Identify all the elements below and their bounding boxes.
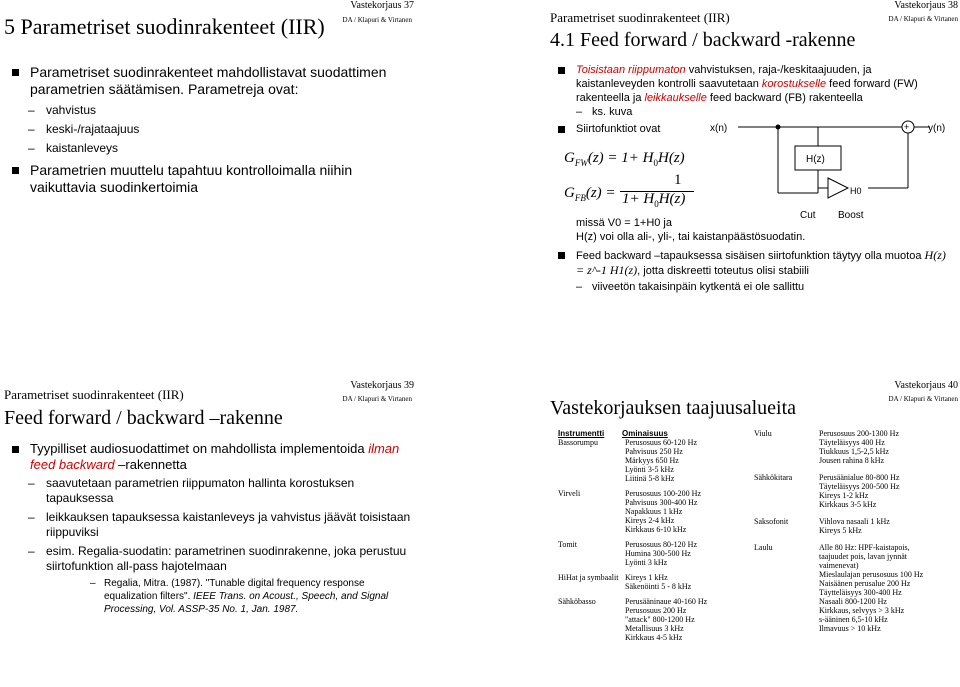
sub-text: esim. Regalia-suodatin: parametrinen suodinrakenne, joka perustuu siirtofunktion all-pass hajotelmaan xyxy=(46,544,407,573)
table-row xyxy=(754,543,926,633)
table-row xyxy=(754,473,926,509)
slide-37 xyxy=(0,0,480,343)
property-line: Säkenöinti 5 - 8 kHz xyxy=(625,582,692,591)
sub-text: kaistanleveys xyxy=(46,141,119,155)
property-line: Napakkuus 1 kHz xyxy=(625,507,683,516)
slide-40 xyxy=(480,343,960,686)
figure-label: H(z) xyxy=(806,154,825,165)
property-line: taajuudet pois, lavan jynnät xyxy=(819,552,907,561)
bullet-text: , jotta diskreetti toteutus olisi stabiili xyxy=(637,265,809,277)
property-line: Perusosuus 80-120 Hz xyxy=(625,540,697,549)
column-header: Instrumentti xyxy=(558,429,605,438)
property-cell xyxy=(819,473,926,509)
property-line: Täyteläisyys 400 Hz xyxy=(819,438,885,447)
block-diagram-figure xyxy=(708,118,958,228)
property-cell xyxy=(819,517,926,535)
bullet-item xyxy=(558,63,948,105)
author: DA / Klapuri & Virtanen xyxy=(342,395,412,403)
table-row xyxy=(558,489,710,534)
bullet-text: vahvistuksen, raja-/keskitaajuuden, ja kaistanleveyden kontrolli saavutetaan xyxy=(576,64,872,90)
bullet-item xyxy=(12,441,417,473)
bullet-text: Siirtofunktiot ovat xyxy=(576,123,661,135)
property-line: Perusosuus 200 Hz xyxy=(625,606,687,615)
property-line: Pahvisuus 300-400 Hz xyxy=(625,498,698,507)
instrument-name: Tomit xyxy=(558,540,577,549)
property-line: Alle 80 Hz: HPF-kaistapois, xyxy=(819,543,910,552)
page-number: Vastekorjaus 37 xyxy=(350,0,414,11)
bullet-text: Feed backward –tapauksessa sisäisen siirtofunktion täytyy olla muotoa xyxy=(576,250,922,262)
sub-item xyxy=(558,280,948,294)
instrument-name: Bassorumpu xyxy=(558,438,598,447)
sub-text: ks. kuva xyxy=(592,106,633,118)
sub-item xyxy=(12,510,417,540)
author: DA / Klapuri & Virtanen xyxy=(342,16,412,24)
slide-38: Vastekorjaus 38 DA / Klapuri & Virtanen Parametriset suodinrakenteet (IIR) 4.1 Feed forward / backward -rakenne Toisistaan riippumaton vahvistuksen, raja-/keskitaajuuden, ja kaistanleveyden kontrolli saavutetaan korostukselle feed forward (FW) rakenteella ja leikkaukselle feed backward (FB) rakenteella – ks. kuva Siirtofunktiot ovat $G_{FW}(z) = 1+ H_0H(z)$ $G_{FB}(z)$ = 1 $1+ H_0H(z)$ x(n) y(n) + H(z) H0 Cut Boost missä V0 = 1+H0 ja H(z) voi olla ali-, yli-, tai kaistanpäästösuodatin. Feed backward –tapauksessa sisäisen siirtofunktion täytyy olla muotoa H(z) = z^-1 H1(z), jotta diskreetti toteutus olisi stabiili – viiveetön takaisinpäin kytkentä ei ole sallittu xyxy=(550,0,958,293)
bullet-list xyxy=(12,64,412,196)
instrument-name: HiHat ja symbaalit xyxy=(558,573,619,582)
table-row xyxy=(754,517,926,535)
page-number: Vastekorjaus 39 xyxy=(350,380,414,391)
property-cell xyxy=(625,438,710,483)
dash-icon: – xyxy=(28,122,35,136)
table-row xyxy=(558,438,710,483)
property-cell xyxy=(625,573,710,591)
instrument-table-right xyxy=(754,429,926,641)
property-cell xyxy=(625,540,710,567)
sub-text: saavutetaan parametrien riippumaton hallinta korostuksen tapauksessa xyxy=(46,476,355,505)
property-line: Lyönti 3 kHz xyxy=(625,558,668,567)
property-line: vaimenevat) xyxy=(819,561,859,570)
dash-icon: – xyxy=(28,476,35,490)
property-line: Liitinä 5-8 kHz xyxy=(625,474,675,483)
property-line: Perusäänialue 80-800 Hz xyxy=(819,473,900,482)
dash-icon: – xyxy=(28,103,35,117)
emphasis-text: Toisistaan riippumaton xyxy=(576,64,686,76)
bullet-item xyxy=(12,64,412,98)
bullet-text: Parametrien muuttelu tapahtuu kontrolloimalla niihin vaikuttavia suodinkertoimia xyxy=(30,162,353,195)
property-line: Perusosuus 60-120 Hz xyxy=(625,438,697,447)
property-line: Kireys 5 kHz xyxy=(819,526,862,535)
inline-equation: H(z) = z^-1 H1(z) xyxy=(576,248,946,277)
property-line: Humina 300-500 Hz xyxy=(625,549,691,558)
equation-explanation xyxy=(576,216,936,244)
property-line: Kirkkaus 6-10 kHz xyxy=(625,525,687,534)
bullet-text: Tyypilliset audiosuodattimet on mahdollista implementoida xyxy=(30,441,369,456)
sub-item xyxy=(12,544,417,574)
property-line: Kirkkaus, selvyys > 3 kHz xyxy=(819,606,905,615)
property-line: Märkyys 650 Hz xyxy=(625,456,679,465)
property-cell xyxy=(819,429,926,465)
instrument-name: Viulu xyxy=(754,429,772,438)
instrument-name: Laulu xyxy=(754,543,773,552)
slide-title: Feed forward / backward –rakenne xyxy=(4,407,283,429)
property-line: Pahvisuus 250 Hz xyxy=(625,447,683,456)
bullet-text: Parametriset suodinrakenteet mahdollistavat suodattimen parametrien säätämisen. Parametreja ovat: xyxy=(30,64,387,97)
bullet-text: feed forward (FW) rakenteella ja xyxy=(576,78,918,104)
dash-icon: – xyxy=(28,141,35,155)
bullet-square-icon xyxy=(558,252,565,259)
table-row xyxy=(558,540,710,567)
sub-text: vahvistus xyxy=(46,103,97,117)
reference-text: Regalia, Mitra. (1987). "Tunable digital frequency response equalization filters". xyxy=(104,578,365,602)
sub-text: keski-/rajataajuus xyxy=(46,122,140,136)
sub-item xyxy=(558,105,948,119)
slide-39 xyxy=(0,343,480,686)
property-cell xyxy=(819,543,926,633)
frequency-table xyxy=(558,429,958,686)
svg-text:+: + xyxy=(904,122,910,132)
property-line: Mieslaulajan perusosuus 100 Hz xyxy=(819,570,924,579)
instrument-name: Sähköbasso xyxy=(558,597,596,606)
property-line: Kirkkaus 4-5 kHz xyxy=(625,633,683,642)
equation-gfw: $G_{FW}(z) = 1+ H_0H(z)$ xyxy=(564,150,685,168)
bullet-square-icon xyxy=(558,126,565,133)
slide-title: 5 Parametriset suodinrakenteet (IIR) xyxy=(4,14,325,39)
instrument-name: Saksofonit xyxy=(754,517,789,526)
instrument-name: Virveli xyxy=(558,489,581,498)
figure-label: x(n) xyxy=(710,123,728,134)
explanation-line: H(z) voi olla ali-, yli-, tai kaistanpäästösuodatin. xyxy=(576,231,806,243)
figure-label: Cut xyxy=(800,210,816,221)
author: DA / Klapuri & Virtanen xyxy=(888,15,958,23)
instrument-table-left xyxy=(558,438,710,648)
property-cell xyxy=(625,489,710,534)
bullet-square-icon xyxy=(12,167,19,174)
sub-text: viiveetön takaisinpäin kytkentä ei ole sallittu xyxy=(592,281,805,293)
dash-icon: – xyxy=(28,510,35,524)
property-line: s-ääninen 6,5-10 kHz xyxy=(819,615,888,624)
bullet-list xyxy=(12,441,417,616)
bullet-square-icon xyxy=(12,446,19,453)
sub-text: leikkauksen tapauksessa kaistanleveys ja vahvistus jäävät toisistaan riippuviksi xyxy=(46,510,411,539)
bullet-text: –rakennetta xyxy=(114,457,187,472)
slide-title: 4.1 Feed forward / backward -rakenne xyxy=(550,29,856,51)
slide-subtitle: Parametriset suodinrakenteet (IIR) xyxy=(550,10,730,25)
emphasis-text: leikkaukselle xyxy=(644,92,707,104)
page-number: Vastekorjaus 40 xyxy=(894,380,958,391)
sub-item xyxy=(12,476,417,506)
property-line: Naisäänen perusalue 200 Hz xyxy=(819,579,911,588)
property-line: "attack" 800-1200 Hz xyxy=(625,615,695,624)
property-line: Kireys 1-2 kHz xyxy=(819,491,869,500)
dash-icon: – xyxy=(90,578,96,589)
slide-title: Vastekorjauksen taajuusalueita xyxy=(550,397,797,419)
property-line: Kirkkaus 3-5 kHz xyxy=(819,500,877,509)
dash-icon: – xyxy=(576,106,583,118)
property-line: Ilmavuus > 10 kHz xyxy=(819,624,881,633)
dash-icon: – xyxy=(28,544,35,558)
dash-icon: – xyxy=(576,281,583,293)
property-line: Jousen rahina 8 kHz xyxy=(819,456,885,465)
property-cell xyxy=(625,597,710,642)
instrument-name: Sähkökitara xyxy=(754,473,793,482)
emphasis-text: korostukselle xyxy=(761,78,827,90)
page-number: Vastekorjaus 38 xyxy=(894,0,958,11)
table-row xyxy=(558,573,710,591)
figure-label: y(n) xyxy=(928,123,946,134)
column-header: Ominaisuus xyxy=(622,429,668,438)
property-line: Tiukkuus 1,5-2,5 kHz xyxy=(819,447,889,456)
property-line: Perusosuus 200-1300 Hz xyxy=(819,429,899,438)
table-row xyxy=(558,597,710,642)
property-line: Kireys 1 kHz xyxy=(625,573,668,582)
bullet-item xyxy=(558,248,948,278)
property-line: Täytteläisyys 300-400 Hz xyxy=(819,588,902,597)
author: DA / Klapuri & Virtanen xyxy=(888,395,958,403)
bullet-list xyxy=(558,248,948,294)
bullet-item xyxy=(12,162,412,196)
property-line: Perusosuus 100-200 Hz xyxy=(625,489,701,498)
bullet-square-icon xyxy=(12,69,19,76)
slide-subtitle: Parametriset suodinrakenteet (IIR) xyxy=(4,387,184,402)
property-line: Nasaali 800-1200 Hz xyxy=(819,597,887,606)
reference-source: IEEE Trans. on Acoust., Speech, and Signal Processing, Vol. ASSP-35 No. 1, Jan. 1987. xyxy=(104,591,389,615)
property-line: Metallisuus 3 kHz xyxy=(625,624,684,633)
property-line: Perusääninaue 40-160 Hz xyxy=(625,597,708,606)
sub-item xyxy=(12,120,412,139)
figure-label: Boost xyxy=(838,210,864,221)
property-line: Lyönti 3-5 kHz xyxy=(625,465,674,474)
figure-label: H0 xyxy=(850,186,862,196)
property-line: Kireys 2-4 kHz xyxy=(625,516,675,525)
explanation-line: missä V0 = 1+H0 ja xyxy=(576,217,672,229)
reference-item xyxy=(12,577,417,616)
sub-item xyxy=(12,101,412,120)
bullet-text: feed backward (FB) rakenteella xyxy=(706,92,863,104)
table-row xyxy=(754,429,926,465)
bullet-square-icon xyxy=(558,67,565,74)
property-line: Vihlova nasaali 1 kHz xyxy=(819,517,890,526)
emphasis-text: ilman feed backward xyxy=(30,441,400,472)
sub-item xyxy=(12,139,412,158)
property-line: Täyteläisyys 200-500 Hz xyxy=(819,482,900,491)
